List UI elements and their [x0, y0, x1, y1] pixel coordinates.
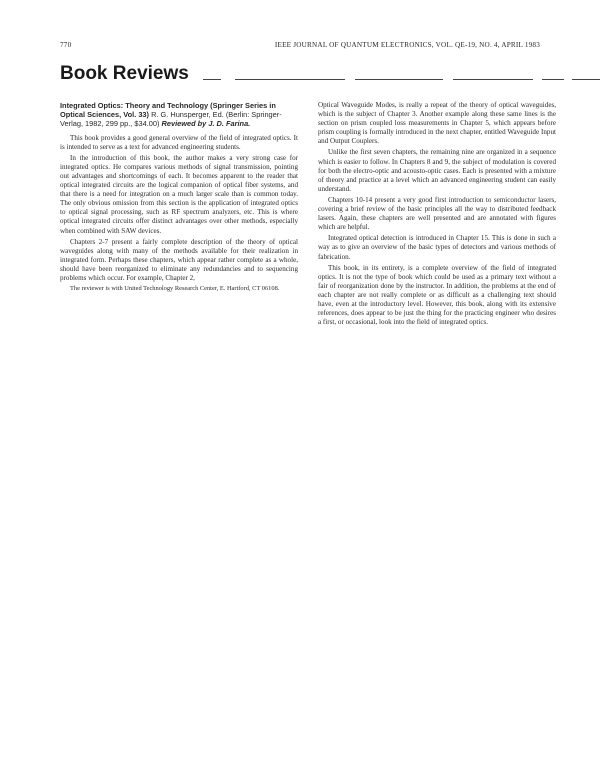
left-column: [60, 101, 298, 295]
page-number: 770: [60, 41, 72, 49]
journal-citation: IEEE JOURNAL OF QUANTUM ELECTRONICS, VOL. QE-19, NO. 4, APRIL 1983: [274, 41, 540, 49]
review-paragraph: Chapters 10-14 present a very good first introduction to semiconductor lasers, covering a brief review of the basic principles all the way to distributed feedback lasers. Again, these chapters are well presented and are annotated with figures which are helpful.: [318, 195, 556, 232]
title-rule: [203, 79, 221, 80]
review-paragraph: Integrated optical detection is introduced in Chapter 15. This is done in such a way as to give an overview of the basic types of detectors and various methods of fabrication.: [318, 234, 556, 261]
running-header: [60, 41, 540, 53]
book-publication: (Berlin: Springer-Verlag, 1982, 299 pp., $34.00): [60, 110, 282, 129]
review-paragraph: This book, in its entirety, is a complete overview of the field of integrated optics. It is not the type of book which could be used as a primary text without a fair of reorganization done by the instructor. In addition, the problems at the end of each chapter are not really complete or as difficult as a challenging text should have, even at the introductory level. However, this book, along with its extensive references, does appear to be just the thing for the practicing engineer who desires a first, or occasional, look into the field of integrated optics.: [318, 263, 556, 327]
review-paragraph: Optical Waveguide Modes, is really a repeat of the theory of optical waveguides, which is the subject of Chapter 3. Another example along these same lines is the section on prism coupled loss measurements in Chapter 5, which appears before prism coupling is formally introduced in the next chapter, entitled Waveguide Input and Output Couplers.: [318, 101, 556, 146]
section-title: Book Reviews: [60, 63, 189, 84]
reviewer-credit: Reviewed by J. D. Farina.: [161, 119, 251, 129]
right-column: [318, 101, 556, 329]
title-rule: [453, 79, 533, 80]
title-rule: [235, 79, 345, 80]
review-paragraph: In the introduction of this book, the author makes a very strong case for integrated optics. He compares various methods of signal transmission, pointing out advantages and shortcomings of each. It becomes apparent to the reader that optical integrated circuits are the logical companion of optical fiber systems, and that there is a need for integration on a much larger scale than is common today. The only obvious omission from this section is the application of integrated optics to optical signal processing, such as RF spectrum analyzers, etc. This is where optical integrated circuits offer distinct advantages over other methods, especially when combined with SAW devices.: [60, 153, 298, 235]
review-paragraph: This book provides a good general overview of the field of integrated optics. It is intended to serve as a text for advanced engineering students.: [60, 133, 298, 151]
title-rule: [542, 79, 564, 80]
title-rule: [355, 79, 443, 80]
book-title: Integrated Optics: Theory and Technology (Springer Series in Optical Sciences, Vol. 33): [60, 101, 276, 120]
book-editor: R. G. Hunsperger, Ed.: [151, 110, 224, 120]
book-citation: [60, 101, 298, 129]
review-paragraph: Chapters 2-7 present a fairly complete description of the theory of optical waveguides along with many of the methods available for their realization in integrated form. Perhaps these chapters, which appear rather complete as a whole, should have been reorganized to eliminate any redundancies and to sequencing problems which occur. For example, Chapter 2,: [60, 237, 298, 283]
review-paragraph: Unlike the first seven chapters, the remaining nine are organized in a sequence which is easier to follow. In Chapters 8 and 9, the subject of modulation is covered for both the electro-optic and acousto-optic cases. Each is presented with a mixture of theory and practice at a level which an advanced engineering student can easily understand.: [318, 148, 556, 193]
reviewer-affiliation: The reviewer is with United Technology Research Center, E. Hartford, CT 06108.: [70, 285, 280, 293]
section-heading: [60, 64, 540, 88]
title-rule: [572, 79, 600, 80]
